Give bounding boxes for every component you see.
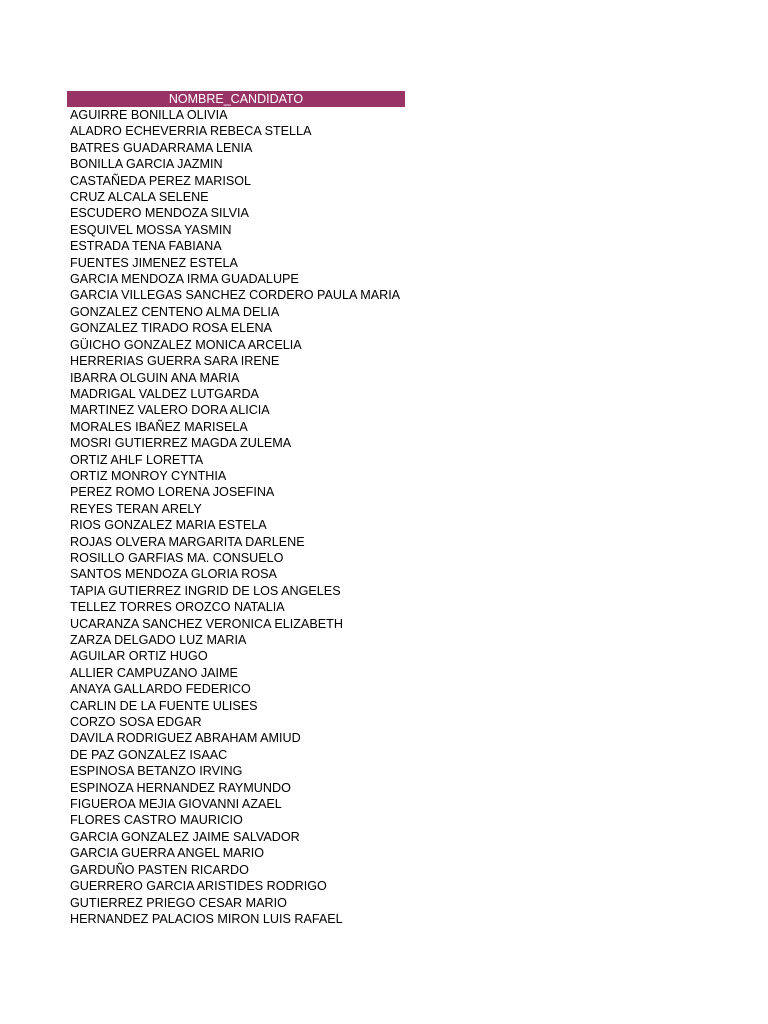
candidate-name-row: CORZO SOSA EDGAR — [70, 715, 202, 730]
candidate-name-row: PEREZ ROMO LORENA JOSEFINA — [70, 485, 275, 500]
candidate-name-row: MARTINEZ VALERO DORA ALICIA — [70, 403, 270, 418]
column-header-nombre-candidato: NOMBRE_CANDIDATO — [67, 91, 405, 107]
candidate-name-row: ESPINOZA HERNANDEZ RAYMUNDO — [70, 780, 291, 795]
candidate-name-row: ROSILLO GARFIAS MA. CONSUELO — [70, 550, 284, 565]
candidate-name-row: ESPINOSA BETANZO IRVING — [70, 764, 243, 779]
candidate-name-row: CRUZ ALCALA SELENE — [70, 190, 209, 205]
candidate-name-row: GARCIA MENDOZA IRMA GUADALUPE — [70, 272, 299, 287]
candidate-name-row: DAVILA RODRIGUEZ ABRAHAM AMIUD — [70, 731, 301, 746]
candidate-name-row: GONZALEZ CENTENO ALMA DELIA — [70, 304, 280, 319]
candidate-name-row: SANTOS MENDOZA GLORIA ROSA — [70, 567, 277, 582]
candidate-name-row: MOSRI GUTIERREZ MAGDA ZULEMA — [70, 436, 292, 451]
candidate-name-row: GARCIA GUERRA ANGEL MARIO — [70, 846, 265, 861]
candidate-name-row: HERNANDEZ PALACIOS MIRON LUIS RAFAEL — [70, 911, 343, 926]
candidate-name-row: ORTIZ MONROY CYNTHIA — [70, 468, 227, 483]
candidate-name-row: FIGUEROA MEJIA GIOVANNI AZAEL — [70, 797, 282, 812]
candidate-name-row: GÜICHO GONZALEZ MONICA ARCELIA — [70, 337, 302, 352]
candidate-name-row: GARDUÑO PASTEN RICARDO — [70, 862, 249, 877]
candidate-name-row: TAPIA GUTIERREZ INGRID DE LOS ANGELES — [70, 583, 341, 598]
candidate-name-row: ROJAS OLVERA MARGARITA DARLENE — [70, 534, 305, 549]
candidate-name-row: AGUILAR ORTIZ HUGO — [70, 649, 208, 664]
candidate-name-row: ESQUIVEL MOSSA YASMIN — [70, 222, 232, 237]
candidate-name-row: HERRERIAS GUERRA SARA IRENE — [70, 354, 280, 369]
candidate-name-row: AGUIRRE BONILLA OLIVIA — [70, 108, 228, 122]
candidate-name-row: BONILLA GARCIA JAZMIN — [70, 157, 223, 172]
candidate-name-row: GONZALEZ TIRADO ROSA ELENA — [70, 321, 273, 336]
candidate-name-row: MADRIGAL VALDEZ LUTGARDA — [70, 386, 259, 401]
candidate-name-row: UCARANZA SANCHEZ VERONICA ELIZABETH — [70, 616, 343, 631]
candidate-name-row: ESTRADA TENA FABIANA — [70, 239, 222, 254]
candidate-name-list — [67, 107, 405, 927]
candidate-name-row: ANAYA GALLARDO FEDERICO — [70, 682, 251, 697]
candidate-name-row: ALADRO ECHEVERRIA REBECA STELLA — [70, 124, 312, 139]
candidate-name-row: IBARRA OLGUIN ANA MARIA — [70, 370, 240, 385]
candidate-name-row: ORTIZ AHLF LORETTA — [70, 452, 204, 467]
candidate-name-row: GUERRERO GARCIA ARISTIDES RODRIGO — [70, 879, 327, 894]
candidate-name-row: BATRES GUADARRAMA LENIA — [70, 140, 253, 155]
candidate-name-row: CARLIN DE LA FUENTE ULISES — [70, 698, 258, 713]
candidate-name-row: GARCIA GONZALEZ JAIME SALVADOR — [70, 829, 300, 844]
candidate-name-row: DE PAZ GONZALEZ ISAAC — [70, 747, 228, 762]
candidate-name-row: REYES TERAN ARELY — [70, 501, 202, 516]
candidate-name-row: CASTAÑEDA PEREZ MARISOL — [70, 173, 252, 188]
candidate-name-row: ESCUDERO MENDOZA SILVIA — [70, 206, 249, 221]
candidate-name-row: GARCIA VILLEGAS SANCHEZ CORDERO PAULA MARIA — [70, 288, 401, 303]
candidate-name-row: MORALES IBAÑEZ MARISELA — [70, 419, 248, 434]
candidate-name-row: TELLEZ TORRES OROZCO NATALIA — [70, 600, 285, 615]
candidate-table — [67, 91, 405, 927]
candidate-name-row: ZARZA DELGADO LUZ MARIA — [70, 633, 247, 647]
candidate-name-row: ALLIER CAMPUZANO JAIME — [70, 665, 238, 680]
candidate-name-row: RIOS GONZALEZ MARIA ESTELA — [70, 518, 267, 533]
candidate-name-row: FUENTES JIMENEZ ESTELA — [70, 255, 238, 270]
candidate-name-row: GUTIERREZ PRIEGO CESAR MARIO — [70, 895, 287, 910]
candidate-name-row: FLORES CASTRO MAURICIO — [70, 813, 243, 828]
